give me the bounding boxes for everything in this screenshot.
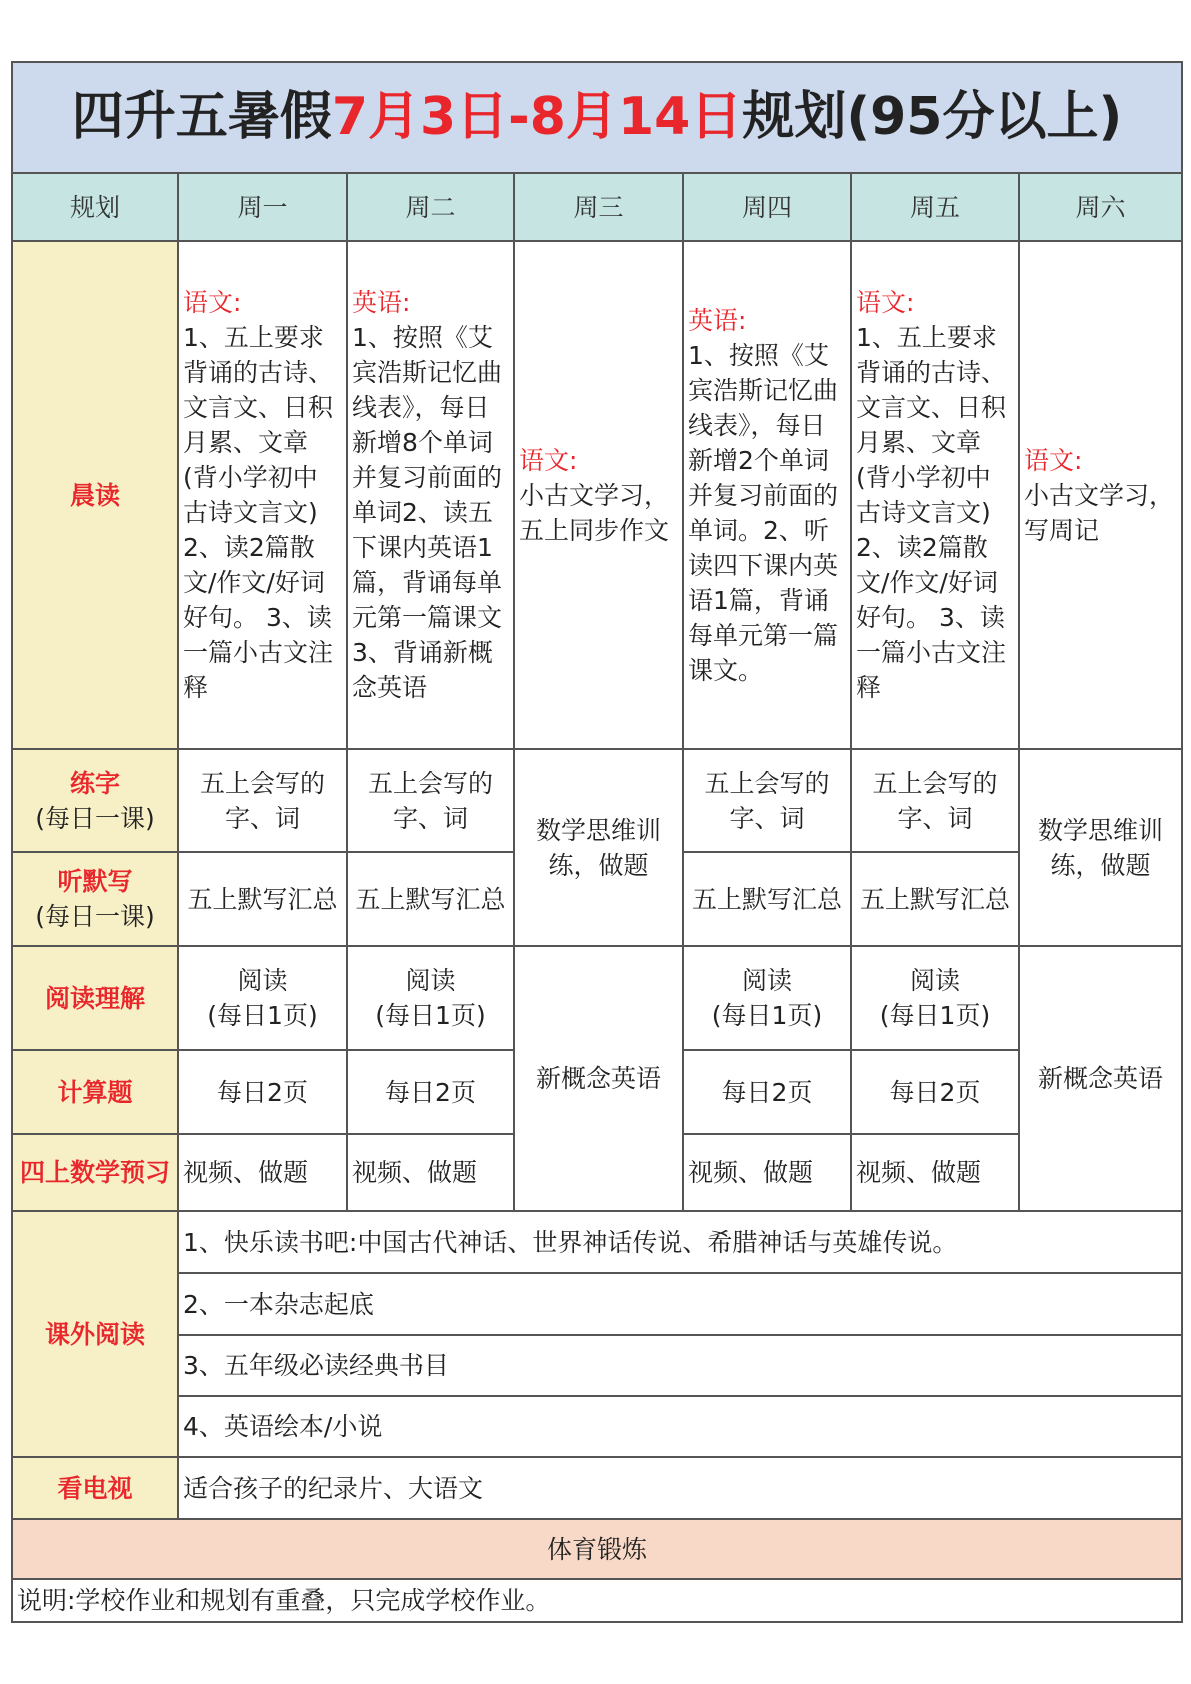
subject: 语文: (183, 288, 242, 317)
cell-nce-wed: 新概念英语 (514, 946, 683, 1211)
cell-dictation-thu: 五上默写汇总 (683, 852, 851, 946)
cell-preview-mon: 视频、做题 (178, 1134, 347, 1211)
label-preview: 四上数学预习 (12, 1134, 178, 1211)
reading-text: 阅读 (741, 966, 792, 995)
header-sat: 周六 (1019, 173, 1182, 241)
cell-writing-mon: 五上会写的字、词 (178, 749, 347, 852)
cell-dictation-mon: 五上默写汇总 (178, 852, 347, 946)
cell-preview-fri: 视频、做题 (851, 1134, 1019, 1211)
cell-morning-mon (178, 241, 347, 749)
label-sub: (每日一课) (35, 803, 155, 833)
cell-dictation-fri: 五上默写汇总 (851, 852, 1019, 946)
label-morning: 晨读 (12, 241, 178, 749)
cell-reading-tue (347, 946, 514, 1050)
task-text: 小古文学习，五上同步作文 (519, 480, 670, 545)
cell-writing-tue: 五上会写的字、词 (347, 749, 514, 852)
subject: 英语: (688, 305, 747, 335)
reading-text: 阅读 (405, 966, 456, 995)
reading-text: 阅读 (237, 966, 288, 995)
header-thu: 周四 (683, 173, 851, 241)
extra-reading-item: 3、五年级必读经典书目 (178, 1335, 1182, 1396)
cell-writing-fri: 五上会写的字、词 (851, 749, 1019, 852)
cell-reading-thu (683, 946, 851, 1050)
task-text: 1、五上要求背诵的古诗、文言文、日积月累、文章(背小学初中古诗文言文) 2、读2篇散文/作文/好词好句。 3、读一篇小古文注释 (183, 323, 334, 702)
reading-sub: (每日1页) (711, 1001, 823, 1030)
extra-reading-item: 4、英语绘本/小说 (178, 1396, 1182, 1457)
subject: 英语: (352, 288, 411, 317)
task-text: 1、按照《艾宾浩斯记忆曲线表》，每日新增2个单词并复习前面的单词。2、听读四下课内英语1篇，背诵每单元第一篇课文。 (688, 340, 839, 685)
header-row (12, 173, 1182, 241)
reading-text: 阅读 (909, 966, 960, 995)
cell-morning-fri (851, 241, 1019, 749)
cell-calc-thu: 每日2页 (683, 1050, 851, 1134)
header-tue: 周二 (347, 173, 514, 241)
cell-reading-fri (851, 946, 1019, 1050)
header-plan: 规划 (12, 173, 178, 241)
subject: 语文: (1024, 445, 1083, 475)
extra-reading-item: 2、一本杂志起底 (178, 1273, 1182, 1335)
subject: 语文: (856, 288, 915, 317)
label-sub: (每日一课) (35, 902, 155, 931)
row-writing (12, 749, 1182, 852)
title-suffix: 规划(95分以上) (742, 87, 1123, 147)
label-calc: 计算题 (12, 1050, 178, 1134)
note-row: 说明:学校作业和规划有重叠，只完成学校作业。 (12, 1579, 1182, 1622)
title-dates: 7月3日-8月14日 (331, 87, 743, 147)
task-text: 1、按照《艾宾浩斯记忆曲线表》，每日新增8个单词并复习前面的单词2、读五下课内英语1篇，背诵每单元第一篇课文3、背诵新概念英语 (352, 323, 503, 702)
label-text: 听默写 (57, 867, 133, 896)
extra-reading-item: 1、快乐读书吧:中国古代神话、世界神话传说、希腊神话与英雄传说。 (178, 1211, 1182, 1273)
label-tv: 看电视 (12, 1457, 178, 1519)
cell-reading-mon (178, 946, 347, 1050)
summer-plan-table (11, 61, 1183, 1623)
cell-morning-thu (683, 241, 851, 749)
label-text: 练字 (69, 768, 120, 798)
page-title (12, 62, 1182, 173)
cell-writing-thu: 五上会写的字、词 (683, 749, 851, 852)
cell-morning-wed (514, 241, 683, 749)
cell-math-sat: 数学思维训练，做题 (1019, 749, 1182, 946)
header-fri: 周五 (851, 173, 1019, 241)
subject: 语文: (519, 445, 578, 475)
cell-morning-tue (347, 241, 514, 749)
header-mon: 周一 (178, 173, 347, 241)
row-reading (12, 946, 1182, 1050)
title-prefix: 四升五暑假 (71, 87, 332, 147)
sport-row: 体育锻炼 (12, 1519, 1182, 1579)
header-wed: 周三 (514, 173, 683, 241)
task-text: 小古文学习，写周记 (1024, 480, 1175, 545)
cell-calc-mon: 每日2页 (178, 1050, 347, 1134)
reading-sub: (每日1页) (207, 1001, 318, 1030)
cell-tv: 适合孩子的纪录片、大语文 (178, 1457, 1182, 1519)
cell-calc-fri: 每日2页 (851, 1050, 1019, 1134)
task-text: 1、五上要求背诵的古诗、文言文、日积月累、文章(背小学初中古诗文言文) 2、读2篇散文/作文/好词好句。 3、读一篇小古文注释 (856, 323, 1007, 702)
cell-morning-sat (1019, 241, 1182, 749)
label-reading: 阅读理解 (12, 946, 178, 1050)
reading-sub: (每日1页) (375, 1001, 486, 1030)
label-dictation (12, 852, 178, 946)
cell-dictation-tue: 五上默写汇总 (347, 852, 514, 946)
cell-calc-tue: 每日2页 (347, 1050, 514, 1134)
cell-nce-sat: 新概念英语 (1019, 946, 1182, 1211)
cell-math-wed: 数学思维训练，做题 (514, 749, 683, 946)
label-writing (12, 749, 178, 852)
cell-preview-thu: 视频、做题 (683, 1134, 851, 1211)
reading-sub: (每日1页) (879, 1001, 991, 1030)
cell-preview-tue: 视频、做题 (347, 1134, 514, 1211)
row-morning (12, 241, 1182, 749)
label-extra-reading: 课外阅读 (12, 1211, 178, 1457)
